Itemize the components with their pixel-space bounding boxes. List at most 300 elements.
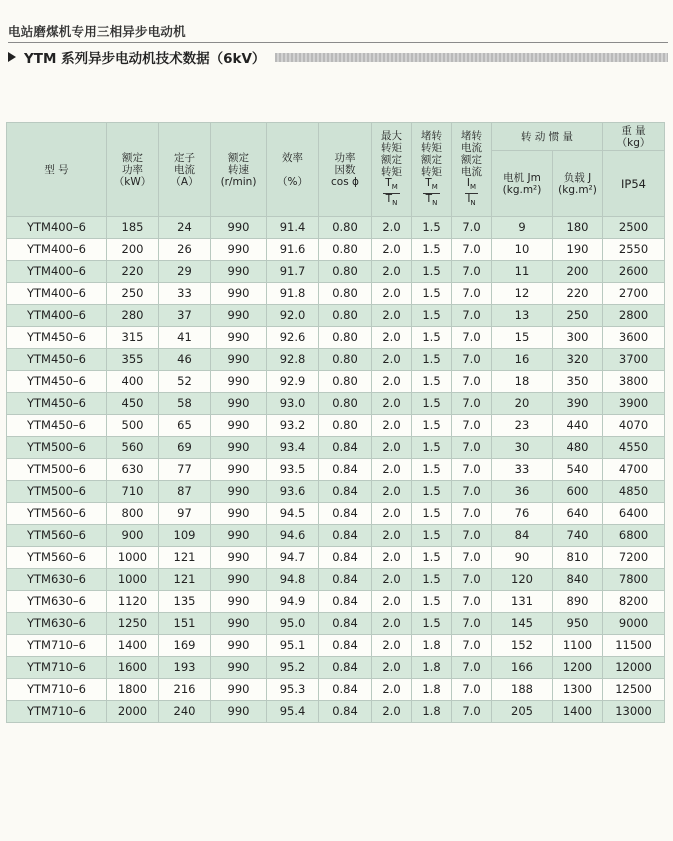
header-maxtq-line1: 最大 [381,129,402,142]
cell-model: YTM560–6 [7,503,107,525]
table-row [7,635,665,657]
table-row [7,327,665,349]
cell-power-factor: 0.84 [319,437,372,459]
cell-motor-jm: 205 [492,701,553,723]
cell-speed: 990 [211,459,267,481]
header-pf-line1: 功率 [334,151,356,164]
cell-locked-current-ratio: 7.0 [452,437,492,459]
cell-weight: 8200 [603,591,665,613]
cell-motor-jm: 188 [492,679,553,701]
cell-load-j: 950 [553,613,603,635]
header-weight [603,123,665,151]
cell-current: 169 [159,635,211,657]
cell-motor-jm: 20 [492,393,553,415]
cell-current: 121 [159,569,211,591]
header-maxtq-line2: 转矩 [381,141,402,154]
cell-weight: 9000 [603,613,665,635]
header-ip54: IP54 [603,151,665,217]
cell-speed: 990 [211,591,267,613]
cell-efficiency: 92.9 [267,371,319,393]
cell-speed: 990 [211,283,267,305]
cell-max-torque-ratio: 2.0 [372,613,412,635]
cell-load-j: 810 [553,547,603,569]
cell-locked-current-ratio: 7.0 [452,503,492,525]
cell-efficiency: 95.1 [267,635,319,657]
header-power [107,123,159,217]
cell-model: YTM450–6 [7,349,107,371]
cell-locked-torque-ratio: 1.8 [412,635,452,657]
header-locked-torque [412,123,452,217]
cell-load-j: 600 [553,481,603,503]
cell-power-factor: 0.80 [319,283,372,305]
cell-max-torque-ratio: 2.0 [372,679,412,701]
cell-locked-torque-ratio: 1.8 [412,701,452,723]
cell-current: 109 [159,525,211,547]
header-lockedtq-line3: 额定 [421,153,442,166]
cell-power-factor: 0.84 [319,635,372,657]
cell-motor-jm: 166 [492,657,553,679]
cell-load-j: 440 [553,415,603,437]
cell-speed: 990 [211,437,267,459]
cell-current: 26 [159,239,211,261]
cell-current: 97 [159,503,211,525]
cell-power-factor: 0.84 [319,569,372,591]
cell-locked-current-ratio: 7.0 [452,591,492,613]
cell-weight: 2700 [603,283,665,305]
cell-weight: 4850 [603,481,665,503]
cell-load-j: 1300 [553,679,603,701]
cell-weight: 7200 [603,547,665,569]
cell-motor-jm: 84 [492,525,553,547]
cell-model: YTM710–6 [7,701,107,723]
cell-weight: 13000 [603,701,665,723]
table-row [7,283,665,305]
cell-current: 37 [159,305,211,327]
cell-locked-current-ratio: 7.0 [452,459,492,481]
cell-model: YTM450–6 [7,371,107,393]
cell-current: 135 [159,591,211,613]
cell-efficiency: 94.6 [267,525,319,547]
cell-power-factor: 0.80 [319,349,372,371]
cell-locked-torque-ratio: 1.5 [412,437,452,459]
cell-efficiency: 95.4 [267,701,319,723]
header-power-line3: （kW） [113,175,152,188]
cell-weight: 12000 [603,657,665,679]
header-lockedcur-line1: 堵转 [461,129,482,142]
cell-weight: 2800 [603,305,665,327]
cell-max-torque-ratio: 2.0 [372,459,412,481]
cell-weight: 11500 [603,635,665,657]
cell-current: 87 [159,481,211,503]
cell-model: YTM710–6 [7,657,107,679]
spec-table-body [7,217,665,723]
cell-locked-torque-ratio: 1.5 [412,481,452,503]
cell-motor-jm: 9 [492,217,553,239]
cell-efficiency: 91.7 [267,261,319,283]
cell-load-j: 1100 [553,635,603,657]
cell-power-factor: 0.84 [319,481,372,503]
cell-speed: 990 [211,371,267,393]
cell-locked-current-ratio: 7.0 [452,217,492,239]
cell-speed: 990 [211,613,267,635]
cell-locked-current-ratio: 7.0 [452,525,492,547]
cell-load-j: 1200 [553,657,603,679]
cell-power-factor: 0.80 [319,305,372,327]
table-row [7,371,665,393]
cell-model: YTM450–6 [7,327,107,349]
cell-efficiency: 91.6 [267,239,319,261]
cell-weight: 3600 [603,327,665,349]
cell-power-factor: 0.84 [319,679,372,701]
cell-motor-jm: 152 [492,635,553,657]
cell-power: 280 [107,305,159,327]
cell-locked-torque-ratio: 1.5 [412,371,452,393]
cell-model: YTM500–6 [7,437,107,459]
cell-speed: 990 [211,327,267,349]
cell-max-torque-ratio: 2.0 [372,481,412,503]
header-max-torque [372,123,412,217]
cell-efficiency: 94.9 [267,591,319,613]
header-pf-line2: 因数 [334,163,356,176]
cell-power: 900 [107,525,159,547]
cell-current: 29 [159,261,211,283]
cell-current: 77 [159,459,211,481]
cell-current: 216 [159,679,211,701]
cell-efficiency: 93.4 [267,437,319,459]
cell-current: 121 [159,547,211,569]
cell-power: 450 [107,393,159,415]
header-efficiency-line1: 效率 [282,151,303,164]
cell-power: 1000 [107,569,159,591]
table-row [7,349,665,371]
cell-motor-jm: 90 [492,547,553,569]
cell-current: 46 [159,349,211,371]
header-power-line2: 功率 [122,163,143,176]
cell-power: 560 [107,437,159,459]
section-decorative-bar [275,53,668,62]
header-jm-line1: 电机 Jm [503,171,541,184]
cell-locked-current-ratio: 7.0 [452,327,492,349]
cell-locked-torque-ratio: 1.5 [412,415,452,437]
header-current-line2: 电流 [174,163,195,176]
header-lockedcur-line4: 电流 [461,165,482,178]
header-speed-line3: (r/min) [220,175,257,188]
table-row [7,547,665,569]
cell-power-factor: 0.80 [319,393,372,415]
cell-model: YTM400–6 [7,283,107,305]
cell-model: YTM630–6 [7,569,107,591]
triangle-arrow-icon [8,52,16,62]
cell-locked-current-ratio: 7.0 [452,371,492,393]
cell-locked-current-ratio: 7.0 [452,261,492,283]
cell-load-j: 350 [553,371,603,393]
cell-efficiency: 92.8 [267,349,319,371]
cell-max-torque-ratio: 2.0 [372,305,412,327]
header-lockedcur-line3: 额定 [461,153,482,166]
cell-load-j: 190 [553,239,603,261]
ratio-im-in: $\frac{I_M}{I_N}$ [466,176,477,208]
cell-weight: 4550 [603,437,665,459]
cell-motor-jm: 76 [492,503,553,525]
cell-load-j: 480 [553,437,603,459]
section-title: YTM 系列异步电动机技术数据（6kV） [24,51,266,67]
header-speed-line2: 转速 [228,163,249,176]
cell-locked-torque-ratio: 1.5 [412,349,452,371]
cell-locked-current-ratio: 7.0 [452,349,492,371]
cell-power: 220 [107,261,159,283]
cell-efficiency: 94.8 [267,569,319,591]
cell-efficiency: 91.8 [267,283,319,305]
header-j-line1: 负载 J [563,171,592,184]
cell-power: 400 [107,371,159,393]
header-lockedtq-line1: 堵转 [421,129,442,142]
cell-power-factor: 0.80 [319,415,372,437]
cell-efficiency: 92.6 [267,327,319,349]
cell-locked-current-ratio: 7.0 [452,393,492,415]
cell-locked-current-ratio: 7.0 [452,481,492,503]
cell-load-j: 220 [553,283,603,305]
cell-locked-torque-ratio: 1.5 [412,503,452,525]
cell-max-torque-ratio: 2.0 [372,591,412,613]
cell-max-torque-ratio: 2.0 [372,239,412,261]
cell-power-factor: 0.84 [319,657,372,679]
cell-current: 41 [159,327,211,349]
cell-power-factor: 0.80 [319,327,372,349]
cell-power: 630 [107,459,159,481]
cell-model: YTM710–6 [7,635,107,657]
cell-locked-current-ratio: 7.0 [452,305,492,327]
cell-motor-jm: 13 [492,305,553,327]
cell-max-torque-ratio: 2.0 [372,261,412,283]
cell-power: 315 [107,327,159,349]
cell-efficiency: 95.3 [267,679,319,701]
header-efficiency-line2: （%） [277,175,308,188]
cell-power-factor: 0.80 [319,217,372,239]
cell-load-j: 740 [553,525,603,547]
cell-weight: 12500 [603,679,665,701]
table-row [7,503,665,525]
cell-max-torque-ratio: 2.0 [372,349,412,371]
cell-weight: 2550 [603,239,665,261]
cell-motor-jm: 23 [492,415,553,437]
header-speed-line1: 额定 [228,151,249,164]
header-load-j [553,151,603,217]
table-row [7,481,665,503]
cell-weight: 6800 [603,525,665,547]
cell-speed: 990 [211,415,267,437]
cell-locked-current-ratio: 7.0 [452,569,492,591]
cell-speed: 990 [211,481,267,503]
cell-model: YTM400–6 [7,217,107,239]
cell-load-j: 250 [553,305,603,327]
cell-motor-jm: 36 [492,481,553,503]
cell-power: 355 [107,349,159,371]
cell-locked-torque-ratio: 1.5 [412,327,452,349]
cell-current: 58 [159,393,211,415]
table-row [7,415,665,437]
cell-locked-torque-ratio: 1.5 [412,613,452,635]
header-j-line2: (kg.m²) [558,183,597,196]
cell-locked-current-ratio: 7.0 [452,679,492,701]
cell-speed: 990 [211,657,267,679]
cell-locked-torque-ratio: 1.5 [412,569,452,591]
cell-motor-jm: 120 [492,569,553,591]
cell-motor-jm: 33 [492,459,553,481]
cell-load-j: 1400 [553,701,603,723]
cell-speed: 990 [211,305,267,327]
cell-motor-jm: 16 [492,349,553,371]
cell-efficiency: 93.0 [267,393,319,415]
table-row [7,217,665,239]
header-maxtq-line4: 转矩 [381,165,402,178]
cell-speed: 990 [211,349,267,371]
cell-locked-current-ratio: 7.0 [452,613,492,635]
cell-current: 24 [159,217,211,239]
cell-max-torque-ratio: 2.0 [372,503,412,525]
cell-weight: 3700 [603,349,665,371]
cell-power: 185 [107,217,159,239]
header-current [159,123,211,217]
header-power-line1: 额定 [122,151,143,164]
cell-power-factor: 0.84 [319,547,372,569]
cell-max-torque-ratio: 2.0 [372,635,412,657]
header-lockedtq-line2: 转矩 [421,141,442,154]
cell-locked-torque-ratio: 1.8 [412,657,452,679]
cell-max-torque-ratio: 2.0 [372,569,412,591]
cell-load-j: 320 [553,349,603,371]
cell-speed: 990 [211,525,267,547]
table-row [7,591,665,613]
cell-efficiency: 93.6 [267,481,319,503]
header-current-line3: （A） [170,175,199,188]
table-row [7,393,665,415]
header-motor-jm [492,151,553,217]
cell-speed: 990 [211,239,267,261]
cell-locked-torque-ratio: 1.5 [412,239,452,261]
cell-locked-torque-ratio: 1.8 [412,679,452,701]
cell-power: 1800 [107,679,159,701]
table-row [7,305,665,327]
cell-load-j: 890 [553,591,603,613]
cell-max-torque-ratio: 2.0 [372,327,412,349]
cell-locked-torque-ratio: 1.5 [412,305,452,327]
cell-efficiency: 93.2 [267,415,319,437]
page-title: 电站磨煤机专用三相异步电动机 [8,24,186,39]
cell-model: YTM500–6 [7,481,107,503]
cell-weight: 2600 [603,261,665,283]
cell-weight: 4700 [603,459,665,481]
header-model: 型 号 [7,123,107,217]
cell-max-torque-ratio: 2.0 [372,371,412,393]
cell-speed: 990 [211,547,267,569]
header-lockedcur-line2: 电流 [461,141,482,154]
cell-max-torque-ratio: 2.0 [372,283,412,305]
header-pf-line3: cos ϕ [331,175,359,188]
cell-load-j: 540 [553,459,603,481]
cell-load-j: 640 [553,503,603,525]
cell-model: YTM500–6 [7,459,107,481]
header-speed [211,123,267,217]
table-row [7,437,665,459]
cell-model: YTM450–6 [7,415,107,437]
cell-locked-current-ratio: 7.0 [452,701,492,723]
cell-load-j: 200 [553,261,603,283]
cell-load-j: 840 [553,569,603,591]
cell-model: YTM710–6 [7,679,107,701]
cell-weight: 3800 [603,371,665,393]
cell-max-torque-ratio: 2.0 [372,415,412,437]
cell-current: 193 [159,657,211,679]
cell-power-factor: 0.84 [319,503,372,525]
cell-power-factor: 0.84 [319,525,372,547]
cell-efficiency: 95.0 [267,613,319,635]
cell-power: 1600 [107,657,159,679]
cell-load-j: 300 [553,327,603,349]
cell-model: YTM560–6 [7,547,107,569]
cell-locked-torque-ratio: 1.5 [412,547,452,569]
cell-power-factor: 0.80 [319,371,372,393]
cell-power-factor: 0.84 [319,613,372,635]
cell-efficiency: 92.0 [267,305,319,327]
cell-speed: 990 [211,569,267,591]
header-weight-line1: 重 量 [621,124,646,137]
cell-model: YTM400–6 [7,261,107,283]
cell-weight: 2500 [603,217,665,239]
cell-power: 200 [107,239,159,261]
cell-current: 65 [159,415,211,437]
cell-locked-torque-ratio: 1.5 [412,393,452,415]
cell-current: 69 [159,437,211,459]
cell-efficiency: 93.5 [267,459,319,481]
cell-power: 1400 [107,635,159,657]
cell-model: YTM450–6 [7,393,107,415]
cell-power: 800 [107,503,159,525]
cell-model: YTM400–6 [7,239,107,261]
cell-locked-torque-ratio: 1.5 [412,459,452,481]
cell-locked-current-ratio: 7.0 [452,283,492,305]
header-efficiency [267,123,319,217]
cell-efficiency: 94.7 [267,547,319,569]
cell-model: YTM630–6 [7,613,107,635]
header-jm-line2: (kg.m²) [502,183,542,196]
cell-speed: 990 [211,679,267,701]
cell-weight: 3900 [603,393,665,415]
cell-max-torque-ratio: 2.0 [372,393,412,415]
ratio-tm-tn-locked: $\frac{T_M}{T_N}$ [425,176,438,208]
cell-max-torque-ratio: 2.0 [372,657,412,679]
cell-power-factor: 0.84 [319,591,372,613]
cell-locked-torque-ratio: 1.5 [412,217,452,239]
cell-speed: 990 [211,503,267,525]
cell-max-torque-ratio: 2.0 [372,701,412,723]
cell-motor-jm: 131 [492,591,553,613]
cell-max-torque-ratio: 2.0 [372,437,412,459]
cell-speed: 990 [211,393,267,415]
table-row [7,657,665,679]
cell-load-j: 180 [553,217,603,239]
section-header [8,47,668,67]
cell-current: 240 [159,701,211,723]
header-maxtq-line3: 额定 [381,153,402,166]
header-weight-line2: （kg） [616,136,651,149]
table-row [7,679,665,701]
cell-power: 1000 [107,547,159,569]
cell-speed: 990 [211,635,267,657]
motor-spec-table [6,122,665,723]
cell-power: 500 [107,415,159,437]
cell-efficiency: 94.5 [267,503,319,525]
cell-motor-jm: 10 [492,239,553,261]
